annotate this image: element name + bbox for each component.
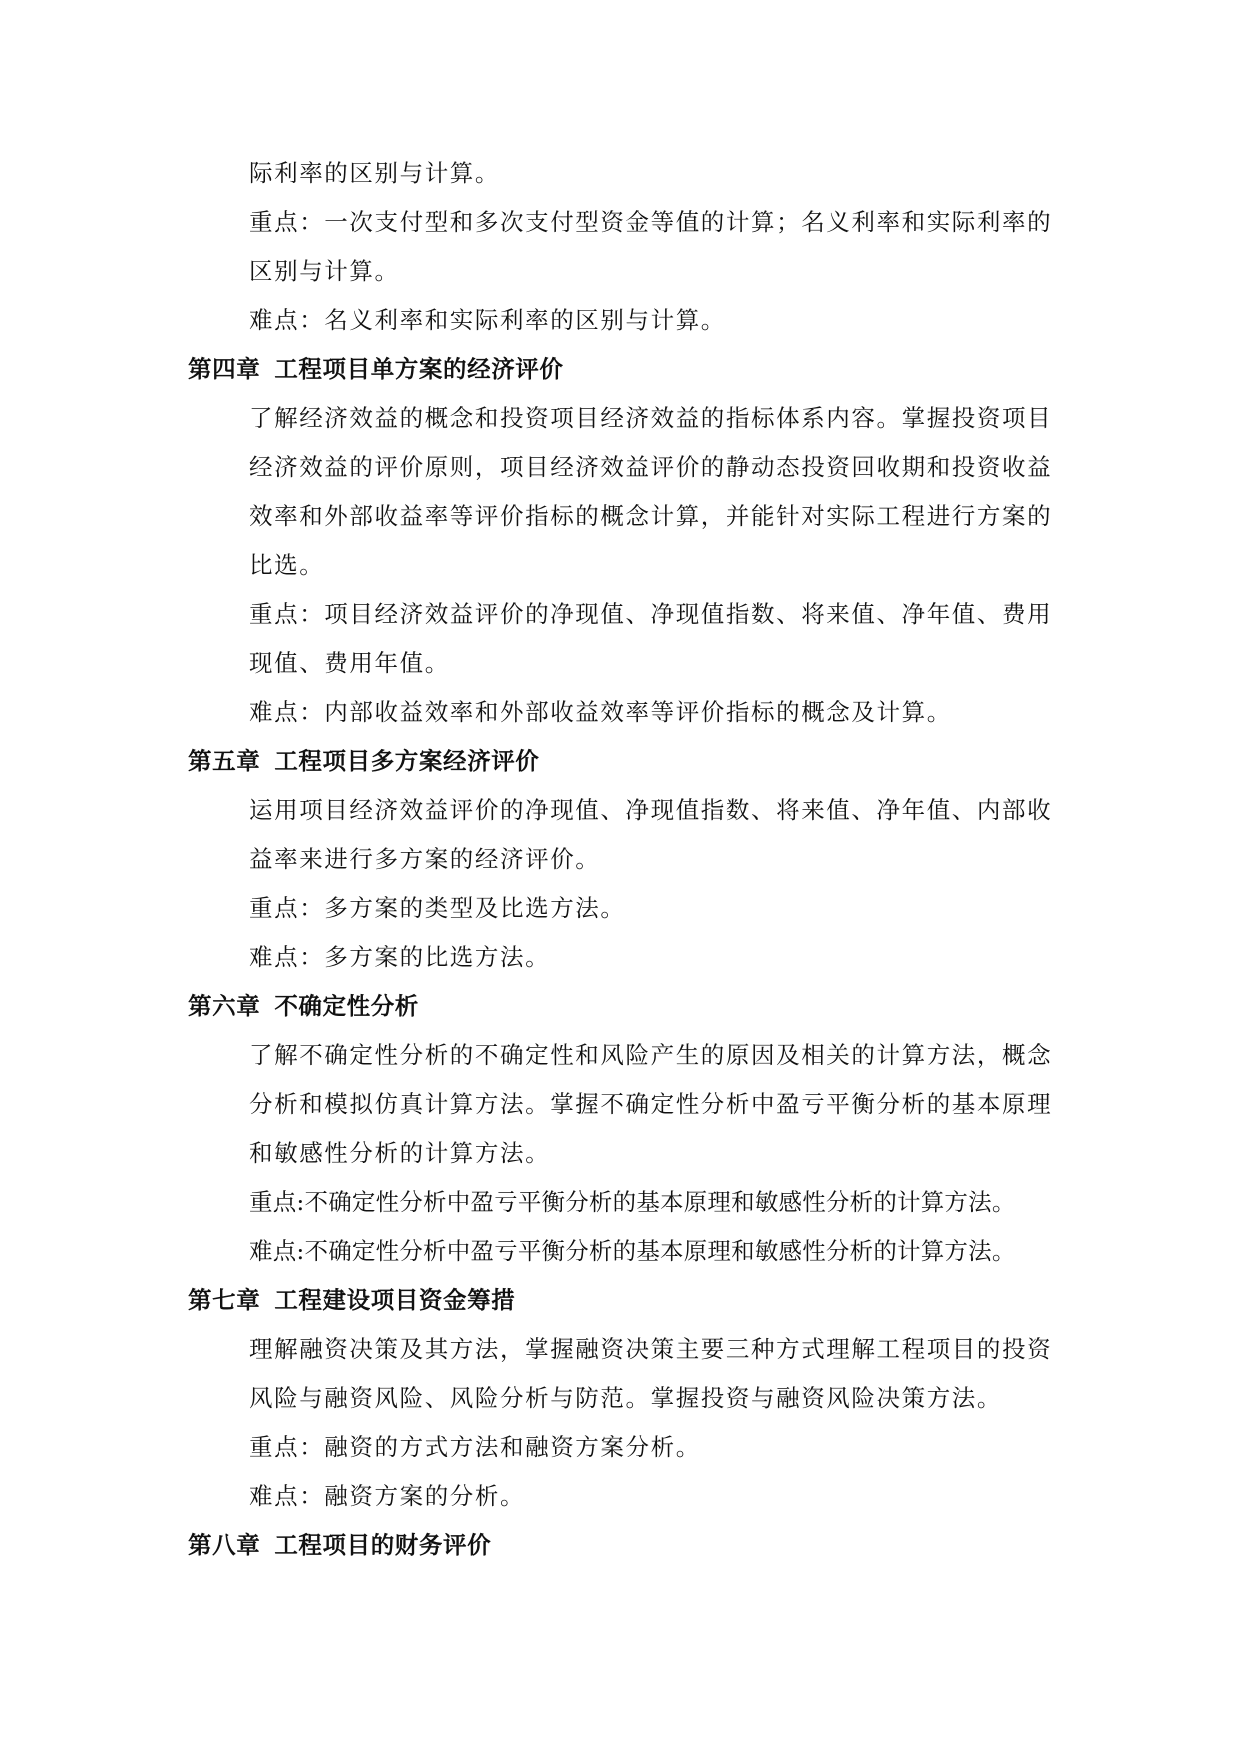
body-text-line: 重点:不确定性分析中盈亏平衡分析的基本原理和敏感性分析的计算方法。: [249, 1188, 1016, 1216]
chapter-number: 第八章: [188, 1531, 261, 1559]
body-text-line: 难点：融资方案的分析。: [249, 1482, 526, 1510]
chapter-number: 第五章: [188, 747, 261, 775]
body-text-line: 现值、费用年值。: [249, 649, 450, 677]
chapter-title: 工程项目多方案经济评价: [274, 747, 540, 775]
body-text-line: 重点：融资的方式方法和融资方案分析。: [249, 1433, 701, 1461]
chapter-heading: [188, 1530, 491, 1560]
body-text-line: 了解经济效益的概念和投资项目经济效益的指标体系内容。掌握投资项目: [249, 404, 1053, 432]
body-text-line: 区别与计算。: [249, 257, 400, 285]
body-text-line: 难点：多方案的比选方法。: [249, 943, 551, 971]
chapter-heading: [188, 746, 539, 776]
chapter-number: 第七章: [188, 1286, 261, 1314]
body-text-line: 际利率的区别与计算。: [249, 159, 500, 187]
chapter-title: 工程项目的财务评价: [274, 1531, 492, 1559]
body-text-line: 益率来进行多方案的经济评价。: [249, 845, 601, 873]
chapter-heading: [188, 354, 564, 384]
body-text-line: 难点:不确定性分析中盈亏平衡分析的基本原理和敏感性分析的计算方法。: [249, 1237, 1016, 1265]
body-text-line: 难点：名义利率和实际利率的区别与计算。: [249, 306, 726, 334]
chapter-heading: [188, 1285, 515, 1315]
chapter-heading: [188, 991, 419, 1021]
chapter-title: 不确定性分析: [274, 992, 419, 1020]
body-text-line: 难点：内部收益效率和外部收益效率等评价指标的概念及计算。: [249, 698, 952, 726]
body-text-line: 和敏感性分析的计算方法。: [249, 1139, 551, 1167]
body-text-line: 经济效益的评价原则，项目经济效益评价的静动态投资回收期和投资收益: [249, 453, 1053, 481]
body-text-line: 比选。: [249, 551, 325, 579]
body-text-line: 分析和模拟仿真计算方法。掌握不确定性分析中盈亏平衡分析的基本原理: [249, 1090, 1053, 1118]
body-text-line: 效率和外部收益率等评价指标的概念计算，并能针对实际工程进行方案的: [249, 502, 1053, 530]
body-text-line: 运用项目经济效益评价的净现值、净现值指数、将来值、净年值、内部收: [249, 796, 1053, 824]
chapter-title: 工程建设项目资金筹措: [274, 1286, 516, 1314]
body-text-line: 重点：一次支付型和多次支付型资金等值的计算；名义利率和实际利率的: [249, 208, 1053, 236]
body-text-line: 理解融资决策及其方法，掌握融资决策主要三种方式理解工程项目的投资: [249, 1335, 1053, 1363]
chapter-number: 第四章: [188, 355, 261, 383]
chapter-number: 第六章: [188, 992, 261, 1020]
body-text-line: 风险与融资风险、风险分析与防范。掌握投资与融资风险决策方法。: [249, 1384, 1002, 1412]
body-text-line: 重点：项目经济效益评价的净现值、净现值指数、将来值、净年值、费用: [249, 600, 1053, 628]
body-text-line: 重点：多方案的类型及比选方法。: [249, 894, 626, 922]
chapter-title: 工程项目单方案的经济评价: [274, 355, 564, 383]
body-text-line: 了解不确定性分析的不确定性和风险产生的原因及相关的计算方法，概念: [249, 1041, 1053, 1069]
